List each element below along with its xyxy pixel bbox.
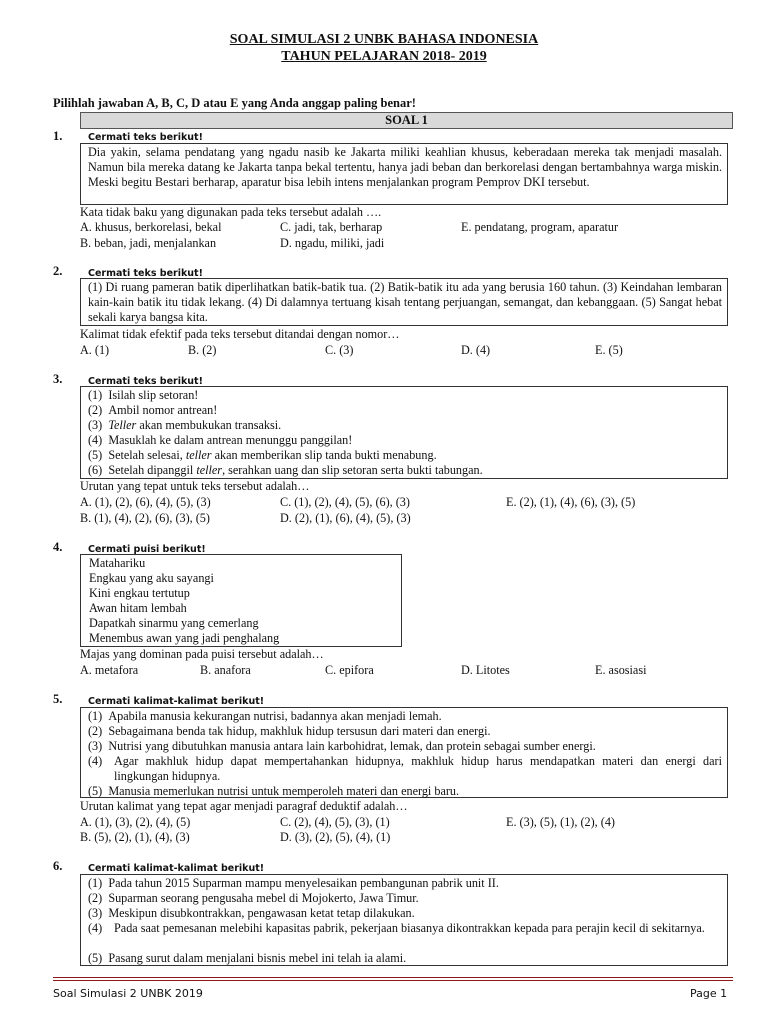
list-item: (4) Masuklah ke dalam antrean menunggu panggilan! [88, 433, 353, 447]
document-page: SOAL SIMULASI 2 UNBK BAHASA INDONESIA TAHUN PELAJARAN 2018- 2019 Pilihlah jawaban A, B, C, D atau E yang Anda anggap paling benar! SOAL 1 1. Cermati teks berikut! Dia yakin, selama pendatang yang ngadu nasib ke Jakarta miliki keahlian khusus, keberadaan mereka tak menjadi masalah. Namun bila mereka datang ke Jakarta tanpa bekal tertentu, hanya jadi beban dan berkorelasi dengan bertambahnya warga miskin. Meski begitu Bestari berharap, aparatur bisa lebih intens menjalankan program Pemprov DKI tersebut. Kata tidak baku yang digunakan pada teks tersebut adalah …. A. khusus, berkorelasi, bekal C. jadi, tak, berharap E. pendatang, program, aparatur B. beban, jadi, menjalankan D. ngadu, miliki, jadi 2. Cermati teks berikut! (1) Di ruang pameran batik diperlihatkan batik-batik tua. (2) Batik-batik itu ada yang berusia 160 tahun. (3) Keindahan lembaran kain-kain batik itu tidak lekang. (4) Di dalamnya tertuang kisah tentang perjuangan, semangat, dan kebanggaan. (5) Sangat hebat sekali karya bangsa kita. Kalimat tidak efektif pada teks tersebut ditandai dengan nomor… A. (1) B. (2) C. (3) D. (4) E. (5) 3. Cermati teks berikut! (1) Isilah slip setoran! (2) Ambil nomor antrean! (3) Teller akan membukukan transaksi. (4) Masuklah ke dalam antrean menunggu panggilan! (5) Setelah selesai, teller akan memberikan slip tanda bukti menabung. (6) Setelah dipanggil teller, serahkan uang dan slip setoran serta bukti tabungan. Urutan yang tepat untuk teks tersebut adalah… A. (1), (2), (6), (4), (5), (3) C. (1), (2), (4), (5), (6), (3) E. (2), (1), (4), (6), (3), (5) B. (1), (4), (2), (6), (3), (5) D. (2), (1), (6), (4), (5), (3) 4. Cermati puisi berikut! Matahariku Engkau yang aku sayangi Kini engkau tertutup Awan hitam lembah Dapatkah sinarmu yang cemerlang Menembus awan yang jadi penghalang Majas yang dominan pada puisi tersebut adalah… A. metafora B. anafora C. epifora D. Litotes E. asosiasi 5. Cermati kalimat-kalimat berikut! (1) Apabila manusia kekurangan nutrisi, badannya akan menjadi lemah. (2) Sebagaimana benda tak hidup, makhluk hidup tersusun dari materi dan energi. (3) Nutrisi yang dibutuhkan manusia antara lain karbohidrat, lemak, dan protein sebagai sumber energi. (4) Agar makhluk hidup dapat mempertahankan hidupnya, makhluk hidup harus mendapatkan materi dan energi dari lingkungan hidupnya. (5) Manusia memerlukan nutrisi untuk memperoleh materi dan energi baru. Urutan kalimat yang tepat agar menjadi paragraf deduktif adalah… A. (1), (3), (2), (4), (5) C. (2), (4), (5), (3), (1) E. (3), (5), (1), (2), (4) B. (5), (2), (1), (4), (3) D. (3), (2), (5), (4), (1) 6. Cermati kalimat-kalimat berikut! (1) Pada tahun 2015 Suparman mampu menyelesaikan pembangunan pabrik unit II. (2) Suparman seorang pengusaha mebel di Mojokerto, Jawa Timur. (3) Meskipun disubkontrakkan, pengawasan ketat tetap dilakukan. (4) Pada saat pemesanan melebihi kapasitas pabrik, pekerjaan biasanya dikontrakkan kepada para perajin kecil di sekitarnya. (5) Pasang surut dalam menjalani bisnis mebel ini telah ia alami. Soal Simulasi 2 UNBK 2019 Page 1 [0, 0, 768, 1024]
poem-line: Matahariku [89, 556, 146, 570]
question-number: 6. [53, 859, 63, 873]
question-number: 1. [53, 129, 63, 143]
question-prompt: Majas yang dominan pada puisi tersebut adalah… [80, 647, 324, 661]
question-prompt: Kalimat tidak efektif pada teks tersebut ditandai dengan nomor… [80, 327, 400, 341]
option-e[interactable]: E. asosiasi [595, 663, 647, 677]
question-heading: Cermati puisi berikut! [88, 544, 206, 555]
option-b[interactable]: B. beban, jadi, menjalankan [80, 236, 217, 250]
option-d[interactable]: D. (3), (2), (5), (4), (1) [280, 830, 391, 844]
footer-divider [53, 980, 733, 981]
option-e[interactable]: E. (3), (5), (1), (2), (4) [506, 815, 615, 829]
question-prompt: Kata tidak baku yang digunakan pada teks tersebut adalah …. [80, 205, 382, 219]
passage-text: (1) Di ruang pameran batik diperlihatkan batik-batik tua. (2) Batik-batik itu ada yang berusia 160 tahun. (3) Keindahan lembaran kain-kain batik itu tidak lekang. (4) Di dalamnya tertuang kisah tentang perjuangan, semangat, dan kebanggaan. (5) Sangat hebat sekali karya bangsa kita. [88, 280, 722, 324]
option-d[interactable]: D. (4) [461, 343, 491, 357]
question-heading: Cermati teks berikut! [88, 268, 203, 279]
question-heading: Cermati teks berikut! [88, 132, 203, 143]
option-e[interactable]: E. pendatang, program, aparatur [461, 220, 619, 234]
list-item: (2) Suparman seorang pengusaha mebel di Mojokerto, Jawa Timur. [88, 891, 419, 905]
instruction-text: Pilihlah jawaban A, B, C, D atau E yang Anda anggap paling benar! [53, 96, 416, 110]
list-item: (2) Ambil nomor antrean! [88, 403, 218, 417]
option-a[interactable]: A. metafora [80, 663, 139, 677]
passage-text: Dia yakin, selama pendatang yang ngadu nasib ke Jakarta miliki keahlian khusus, keberadaan mereka tak menjadi masalah. Namun bila mereka datang ke Jakarta tanpa bekal tertentu, hanya jadi beban dan berkorelasi dengan bertambahnya warga miskin. Meski begitu Bestari berharap, aparatur bisa lebih intens menjalankan program Pemprov DKI tersebut. [88, 145, 722, 189]
footer-divider [53, 977, 733, 978]
list-item: (5) Pasang surut dalam menjalani bisnis mebel ini telah ia alami. [88, 951, 407, 965]
option-c[interactable]: C. jadi, tak, berharap [280, 220, 383, 234]
question-number: 4. [53, 540, 63, 554]
question-heading: Cermati kalimat-kalimat berikut! [88, 863, 265, 874]
question-prompt: Urutan kalimat yang tepat agar menjadi paragraf deduktif adalah… [80, 799, 408, 813]
list-item: (1) Apabila manusia kekurangan nutrisi, badannya akan menjadi lemah. [88, 709, 442, 723]
section-label: SOAL 1 [80, 112, 733, 129]
list-item: (5) Manusia memerlukan nutrisi untuk memperoleh materi dan energi baru. [88, 784, 460, 798]
poem-line: Awan hitam lembah [89, 601, 187, 615]
option-c[interactable]: C. (3) [325, 343, 354, 357]
question-number: 5. [53, 692, 63, 706]
question-prompt: Urutan yang tepat untuk teks tersebut adalah… [80, 479, 310, 493]
poem-line: Engkau yang aku sayangi [89, 571, 214, 585]
document-title: SOAL SIMULASI 2 UNBK BAHASA INDONESIA [229, 32, 539, 47]
option-a[interactable]: A. (1), (3), (2), (4), (5) [80, 815, 191, 829]
option-d[interactable]: D. (2), (1), (6), (4), (5), (3) [280, 511, 411, 525]
option-c[interactable]: C. (1), (2), (4), (5), (6), (3) [280, 495, 410, 509]
question-heading: Cermati kalimat-kalimat berikut! [88, 696, 265, 707]
question-number: 2. [53, 264, 63, 278]
list-item: (2) Sebagaimana benda tak hidup, makhluk hidup tersusun dari materi dan energi. [88, 724, 491, 738]
option-e[interactable]: E. (2), (1), (4), (6), (3), (5) [506, 495, 636, 509]
option-b[interactable]: B. (1), (4), (2), (6), (3), (5) [80, 511, 210, 525]
question-number: 3. [53, 372, 63, 386]
poem-line: Dapatkah sinarmu yang cemerlang [89, 616, 259, 630]
poem-line: Menembus awan yang jadi penghalang [89, 631, 280, 645]
option-e[interactable]: E. (5) [595, 343, 623, 357]
option-c[interactable]: C. (2), (4), (5), (3), (1) [280, 815, 390, 829]
list-item: (3) Nutrisi yang dibutuhkan manusia antara lain karbohidrat, lemak, dan protein sebagai sumber energi. [88, 739, 596, 753]
option-a[interactable]: A. (1), (2), (6), (4), (5), (3) [80, 495, 211, 509]
option-c[interactable]: C. epifora [325, 663, 374, 677]
question-heading: Cermati teks berikut! [88, 376, 203, 387]
list-item: (5) Setelah selesai, teller akan memberikan slip tanda bukti menabung. [88, 448, 437, 462]
option-a[interactable]: A. khusus, berkorelasi, bekal [80, 220, 222, 234]
list-item: (3) Meskipun disubkontrakkan, pengawasan ketat tetap dilakukan. [88, 906, 415, 920]
list-item: (1) Isilah slip setoran! [88, 388, 199, 402]
list-item: (6) Setelah dipanggil teller, serahkan uang dan slip setoran serta bukti tabungan. [88, 463, 483, 477]
option-b[interactable]: B. (2) [188, 343, 217, 357]
option-d[interactable]: D. Litotes [461, 663, 510, 677]
footer-left-text: Soal Simulasi 2 UNBK 2019 [53, 987, 203, 1000]
option-b[interactable]: B. anafora [200, 663, 251, 677]
option-a[interactable]: A. (1) [80, 343, 110, 357]
option-d[interactable]: D. ngadu, miliki, jadi [280, 236, 385, 250]
page-number: Page 1 [690, 987, 728, 1000]
option-b[interactable]: B. (5), (2), (1), (4), (3) [80, 830, 190, 844]
poem-line: Kini engkau tertutup [89, 586, 190, 600]
list-item: (1) Pada tahun 2015 Suparman mampu menyelesaikan pembangunan pabrik unit II. [88, 876, 499, 890]
list-item: (3) Teller akan membukukan transaksi. [88, 418, 282, 432]
document-subtitle: TAHUN PELAJARAN 2018- 2019 [281, 49, 487, 64]
